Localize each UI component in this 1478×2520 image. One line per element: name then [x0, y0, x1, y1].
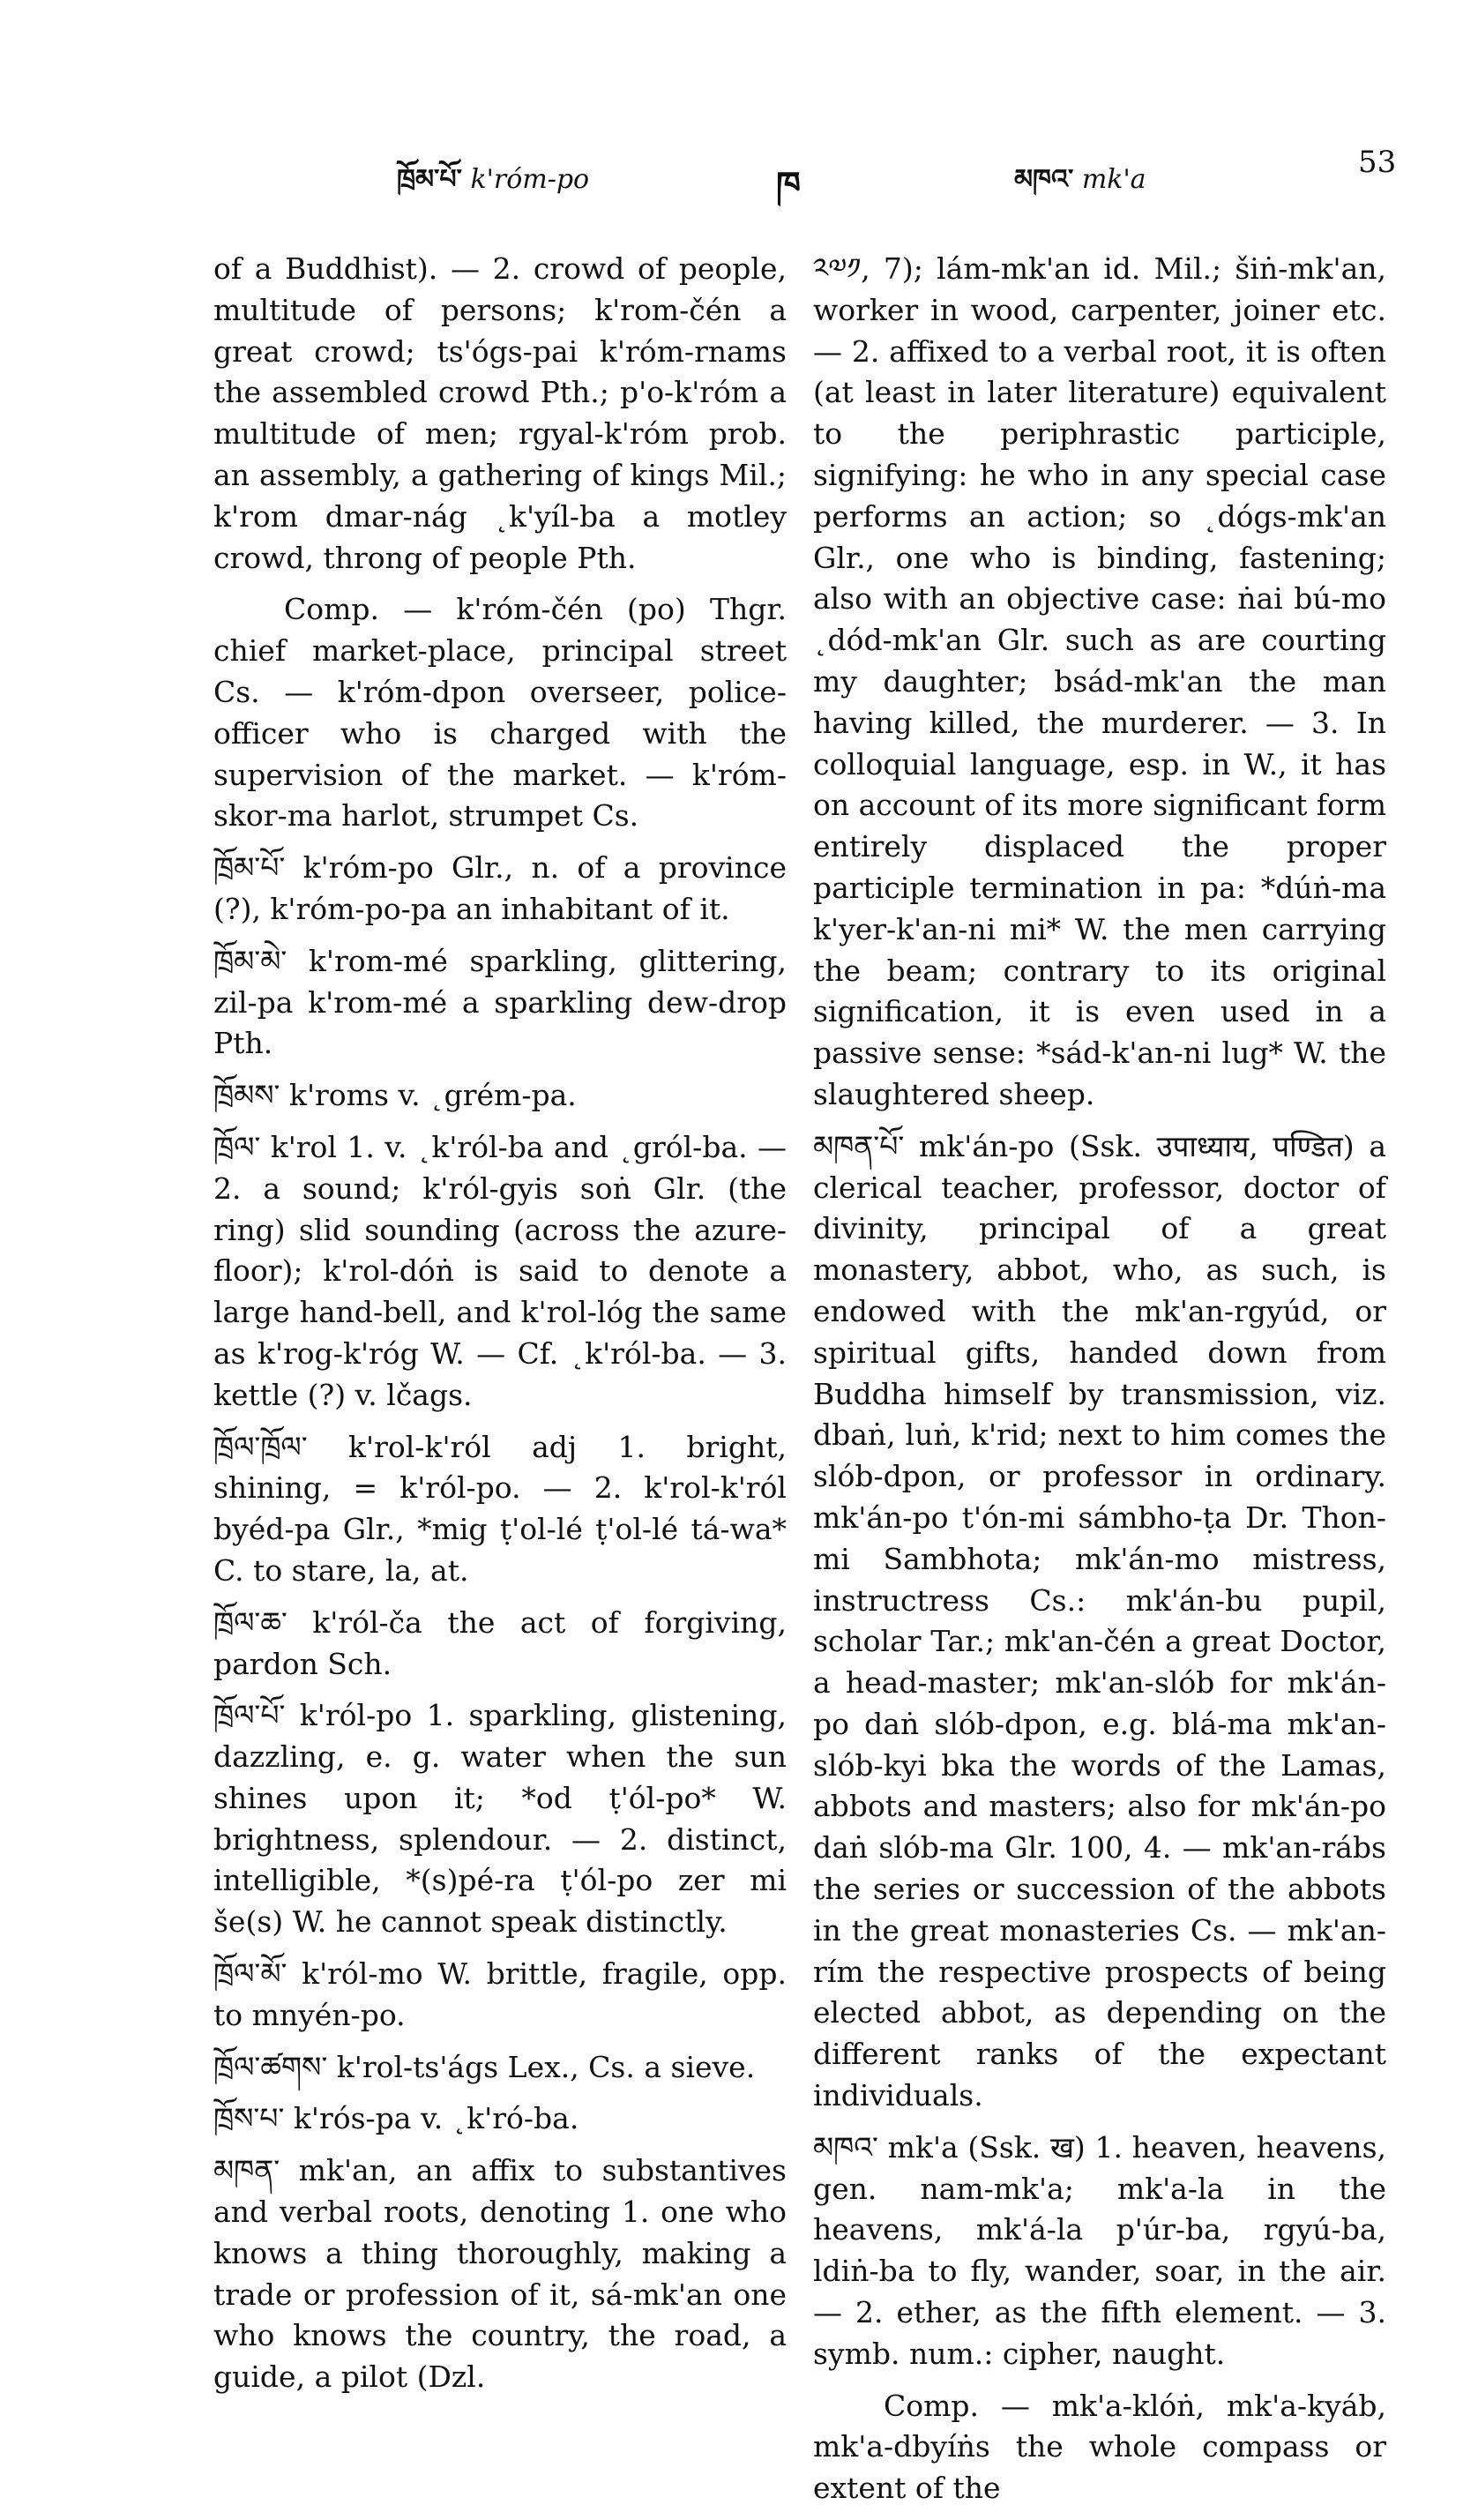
running-head-right-tibetan: མཁའ་ — [1014, 164, 1074, 195]
dictionary-entry: ཁྲོལ་ཁྲོལ་ k'rol-k'ról adj 1. bright, shining, = k'ról-po. — 2. k'rol-k'ról byéd-pa Glr., *mig ṭ'ol-lé ṭ'ol-lé tá-wa* C. to stare, la, at. — [213, 1429, 787, 1588]
dictionary-entry: ཁྲོམས་ k'roms v. ˛grém-pa. — [213, 1078, 577, 1113]
entry-compounds: Comp. — mk'a-klóṅ, mk'a-kyáb, mk'a-dbyíṅs the whole compass or extent of the — [813, 2388, 1386, 2506]
dictionary-entry: ཁྲོམ་པོ་ k'róm-po Glr., n. of a province (?), k'róm-po-pa an inhabitant of it. — [213, 850, 787, 926]
running-head-left-latin: k'róm-po — [470, 164, 590, 195]
page-header — [0, 132, 1478, 212]
running-head-left-tibetan: ཁྲོམ་པོ་ — [397, 164, 462, 195]
running-head-right-latin: mk'a — [1081, 164, 1146, 195]
dictionary-entry: མཁན་པོ་ mk'án-po (Ssk. उपाध्याय, पण्डित) a clerical teacher, professor, doctor of divinity, principal of a great monastery, abbot, who, as such, is endowed with the mk'an-rgyúd, or spiritual gifts, handed down from Buddha himself by transmission, viz. dbaṅ, luṅ, k'rid; next to him comes the slób-dpon, or professor in ordinary. mk'án-po t'ón-mi sámbho-ṭa Dr. Thon-mi Sambhota; mk'án-mo mistress, instructress Cs.: mk'án-bu pupil, scholar Tar.; mk'an-čén a great Doctor, a head-master; mk'an-slób for mk'án-po daṅ slób-dpon, e.g. blá-ma mk'an-slób-kyi bka the words of the Lamas, abbots and masters; also for mk'án-po daṅ slób-ma Glr. 100, 4. — mk'an-rábs the series or succession of the abbots in the great monasteries Cs. — mk'an-rím the respective prospects of being elected abbot, as depending on the different ranks of the expectant individuals. — [813, 1128, 1386, 2113]
left-column — [213, 249, 787, 2409]
running-head-right — [1014, 150, 1146, 224]
dictionary-entry: ཁྲོལ་མོ་ k'ról-mo W. brittle, fragile, opp. to mnyén-po. — [213, 1956, 787, 2032]
running-head-left — [397, 150, 589, 224]
entry-continuation: of a Buddhist). — 2. crowd of people, multitude of persons; k'rom-čén a great crowd; ts'ógs-pai k'róm-rnams the assembled crowd Pth.; p'o-k'róm a multitude of men; rgyal-k'róm prob. an assembly, a gathering of kings Mil.; k'rom dmar-nág ˛k'yíl-ba a motley crowd, throng of people Pth. — [213, 251, 787, 575]
dictionary-entry: ཁྲོལ་ཆ་ k'ról-ča the act of forgiving, pardon Sch. — [213, 1604, 787, 1681]
dictionary-entry: ཁྲོལ་པོ་ k'ról-po 1. sparkling, glistening, dazzling, e. g. water when the sun shines upon it; *od ṭ'ól-po* W. brightness, splendour. — 2. distinct, intelligible, *(s)pé-ra ṭ'ól-po zer mi še(s) W. he cannot speak distinctly. — [213, 1698, 787, 1940]
entry-continuation: ༢༧༡, 7); lám-mk'an id. Mil.; šiṅ-mk'an, worker in wood, carpenter, joiner etc. — 2. affixed to a verbal root, it is often (at least in later literature) equivalent to the periphrastic participle, signifying: he who in any special case performs an action; so ˛dógs-mk'an Glr., one who is binding, fastening; also with an objective case: ṅai bú-mo ˛dód-mk'an Glr. such as are courting my daughter; bsád-mk'an the man having killed, the murderer. — 3. In colloquial language, esp. in W., it has on account of its more significant form entirely displaced the proper participle termination in pa: *dúṅ-ma k'yer-k'an-ni mi* W. the men carrying the beam; contrary to its original signification, it is even used in a passive sense: *sád-k'an-ni lug* W. the slaughtered sheep. — [813, 251, 1386, 1111]
dictionary-entry: ཁྲོལ་ k'rol 1. v. ˛k'ról-ba and ˛gról-ba. — 2. a sound; k'ról-gyis soṅ Glr. (the ring) slid sounding (across the azure-floor); k'rol-dóṅ is said to denote a large hand-bell, and k'rol-lóg the same as k'rog-k'róg W. — Cf. ˛k'ról-ba. — 3. kettle (?) v. lčags. — [213, 1129, 787, 1412]
dictionary-entry: ཁྲོས་པ་ k'rós-pa v. ˛k'ró-ba. — [213, 2101, 579, 2136]
section-letter: ཁ — [776, 165, 801, 206]
dictionary-entry: ཁྲོལ་ཚགས་ k'rol-ts'ágs Lex., Cs. a sieve. — [213, 2049, 756, 2084]
entry-compounds: Comp. — k'róm-čén (po) Thgr. chief market-place, principal street Cs. — k'róm-dpon overseer, police-officer who is charged with the supervision of the market. — k'róm-skor-ma harlot, strumpet Cs. — [213, 592, 787, 834]
page-number: 53 — [1358, 145, 1397, 180]
dictionary-entry: ཁྲོམ་མེ་ k'rom-mé sparkling, glittering, zil-pa k'rom-mé a sparkling dew-drop Pth. — [213, 943, 787, 1061]
dictionary-entry: མཁན་ mk'an, an affix to substantives and verbal roots, denoting 1. one who knows a thing thoroughly, making a trade or profession of it, sá-mk'an one who knows the country, the road, a guide, a pilot (Dzl. — [213, 2153, 787, 2395]
dictionary-entry: མཁའ་ mk'a (Ssk. ख) 1. heaven, heavens, gen. nam-mk'a; mk'a-la in the heavens, mk'á-la p'úr-ba, rgyú-ba, ldiṅ-ba to fly, wander, soar, in the air. — 2. ether, as the fifth element. — 3. symb. num.: cipher, naught. — [813, 2129, 1386, 2371]
